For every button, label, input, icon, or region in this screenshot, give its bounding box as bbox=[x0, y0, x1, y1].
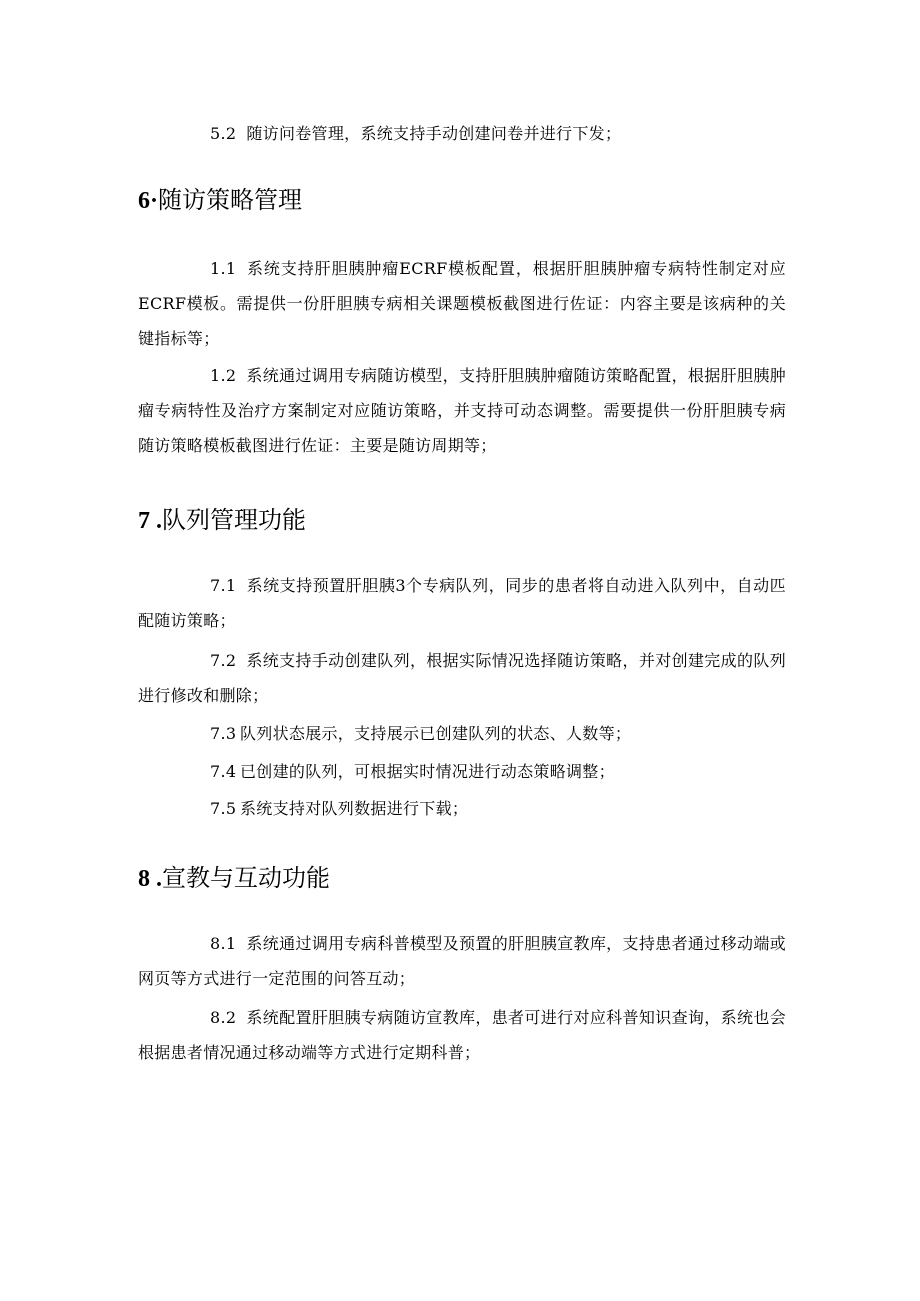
item-number: 8.1 bbox=[210, 934, 237, 953]
heading-text: 随访策略管理 bbox=[158, 186, 303, 214]
paragraph-7-5 bbox=[138, 791, 786, 826]
paragraph-1-2 bbox=[138, 358, 786, 463]
item-number: 7.1 bbox=[210, 576, 237, 595]
item-number: 7.2 bbox=[210, 651, 237, 670]
section-heading-6 bbox=[138, 184, 302, 217]
paragraph-text: 系统配置肝胆胰专病随访宣教库，患者可进行对应科普知识查询，系统也会根据患者情况通过移动端等方式进行定期科普； bbox=[138, 1008, 786, 1062]
item-number: 1.1 bbox=[210, 259, 237, 278]
heading-text: 宣教与互动功能 bbox=[162, 864, 330, 892]
heading-number: 8 . bbox=[138, 866, 162, 892]
paragraph-7-1 bbox=[138, 568, 786, 638]
paragraph-text: 系统通过调用专病随访模型，支持肝胆胰肿瘤随访策略配置，根据肝胆胰肿瘤专病特性及治疗方案制定对应随访策略，并支持可动态调整。需要提供一份肝胆胰专病随访策略模板截图进行佐证：主要是随访周期等； bbox=[138, 366, 786, 455]
section-heading-8 bbox=[138, 862, 330, 895]
paragraph-text: 系统支持对队列数据进行下载； bbox=[240, 799, 469, 818]
item-number: 5.2 bbox=[210, 124, 237, 143]
paragraph-text: 队列状态展示，支持展示已创建队列的状态、人数等； bbox=[240, 724, 632, 743]
paragraph-text: 系统支持手动创建队列，根据实际情况选择随访策略，并对创建完成的队列进行修改和删除； bbox=[138, 651, 786, 705]
item-number: 7.5 bbox=[210, 799, 237, 818]
section-heading-7 bbox=[138, 504, 306, 537]
paragraph-8-2 bbox=[138, 1000, 786, 1070]
paragraph-1-1 bbox=[138, 251, 786, 356]
paragraph-7-4 bbox=[138, 754, 786, 789]
paragraph-text: 系统支持预置肝胆胰3个专病队列，同步的患者将自动进入队列中，自动匹配随访策略； bbox=[138, 576, 786, 630]
paragraph-text: 已创建的队列，可根据实时情况进行动态策略调整； bbox=[240, 762, 615, 781]
heading-text: 队列管理功能 bbox=[162, 506, 306, 534]
paragraph-5-2 bbox=[138, 116, 786, 151]
paragraph-text: 系统通过调用专病科普模型及预置的肝胆胰宣教库，支持患者通过移动端或网页等方式进行一定范围的问答互动； bbox=[138, 934, 786, 988]
paragraph-8-1 bbox=[138, 926, 786, 996]
heading-number: 7 . bbox=[138, 508, 162, 534]
item-number: 7.3 bbox=[210, 724, 237, 743]
paragraph-text: 系统支持肝胆胰肿瘤ECRF模板配置，根据肝胆胰肿瘤专病特性制定对应ECRF模板。需提供一份肝胆胰专病相关课题模板截图进行佐证：内容主要是该病种的关键指标等； bbox=[138, 259, 786, 348]
item-number: 8.2 bbox=[210, 1008, 237, 1027]
paragraph-7-3 bbox=[138, 716, 786, 751]
item-number: 7.4 bbox=[210, 762, 237, 781]
heading-number: 6· bbox=[138, 188, 159, 214]
paragraph-text: 随访问卷管理，系统支持手动创建问卷并进行下发； bbox=[246, 124, 622, 143]
paragraph-7-2 bbox=[138, 643, 786, 713]
item-number: 1.2 bbox=[210, 366, 237, 385]
